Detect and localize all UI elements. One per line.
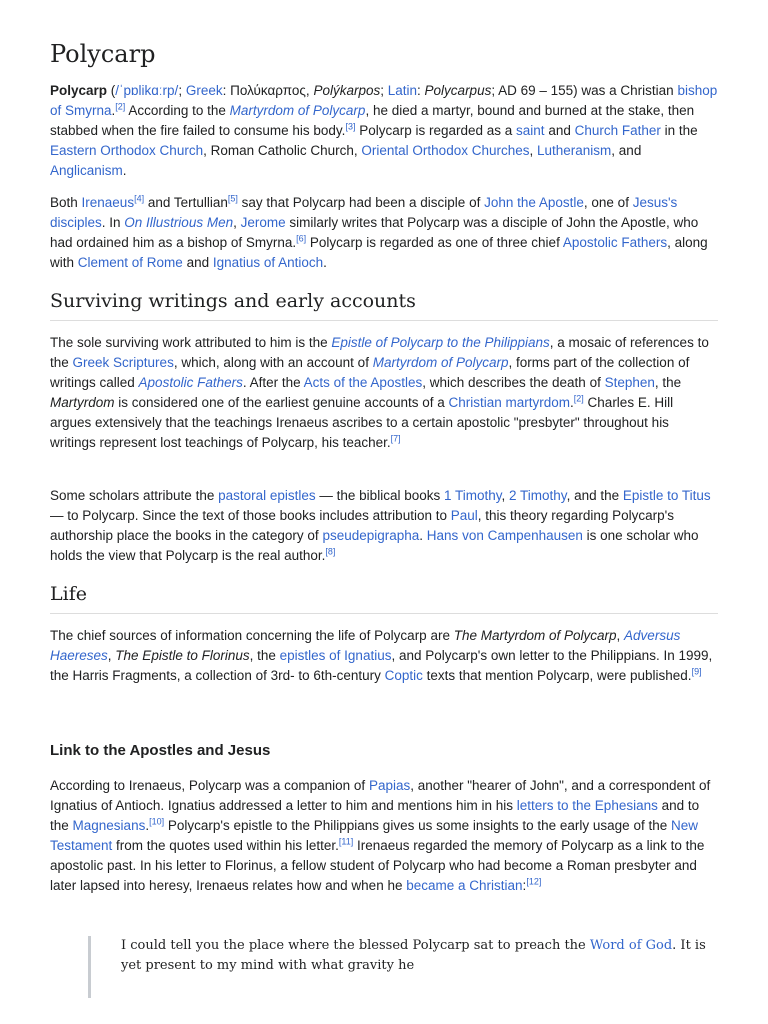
text-run: is one scholar who holds the view that Polycarp is the real author. <box>50 528 699 564</box>
intro-paragraph-1 <box>50 81 718 181</box>
citation-link[interactable]: [2] <box>573 393 584 404</box>
text-run: , which describes the death of <box>422 375 605 391</box>
text-run: , one of <box>583 195 633 210</box>
wiki-link[interactable]: saint <box>516 123 545 139</box>
text-run: — to Polycarp. Since the text of those books includes attribution to <box>50 508 451 524</box>
wiki-link[interactable]: Martyrdom of Polycarp <box>372 355 509 371</box>
text-run: , this theory regarding Polycarp's authorship place the books in the category of <box>50 508 674 544</box>
wiki-link[interactable]: On Illustrious Men <box>124 215 234 231</box>
text-run: , another "hearer of John", and a correspondent of Ignatius of Antioch. Ignatius addressed a letter to him and mentions him in his <box>50 778 711 814</box>
wiki-link[interactable]: epistles of Ignatius <box>279 648 392 664</box>
text-run: The sole surviving work attributed to him is the <box>50 335 332 350</box>
citation-link[interactable]: [6] <box>296 233 307 244</box>
citation-link[interactable]: [2] <box>115 101 126 112</box>
text-run: I could tell you the place where the blessed Polycarp sat to preach the <box>121 938 590 953</box>
wiki-link[interactable]: Ignatius of Antioch <box>212 255 324 271</box>
wiki-link[interactable]: letters to the Ephesians <box>516 798 658 814</box>
intro-paragraph-2 <box>50 193 718 273</box>
text-run: — the biblical books <box>315 488 444 503</box>
text-run: : <box>417 83 425 98</box>
text-run: . <box>122 163 127 179</box>
wiki-link[interactable]: Epistle of Polycarp to the Philippians <box>331 335 550 350</box>
text-run: , which, along with an account of <box>173 355 373 371</box>
text-run: , <box>233 215 241 231</box>
text-run: , the <box>654 375 682 391</box>
wiki-link[interactable]: Eastern Orthodox Church <box>50 143 204 159</box>
wiki-link[interactable]: pseudepigrapha <box>322 528 420 544</box>
wiki-link[interactable]: New Testament <box>50 818 698 854</box>
italic-title: The Martyrdom of Polycarp <box>453 628 617 643</box>
text-run: , Roman Catholic Church, <box>203 143 362 159</box>
text-run: ( <box>107 83 116 98</box>
wiki-link[interactable]: 2 Timothy <box>509 488 567 503</box>
text-run: : <box>522 878 527 894</box>
wiki-link[interactable]: Church Father <box>574 123 661 139</box>
text-run: . <box>145 818 150 834</box>
text-run: . After the <box>242 375 304 391</box>
text-run: ; <box>178 83 186 98</box>
irenaeus-quote <box>88 936 721 998</box>
wiki-link[interactable]: Lutheranism <box>537 143 612 159</box>
text-run: , along with <box>50 235 708 271</box>
wiki-link[interactable]: John the Apostle <box>484 195 584 210</box>
section-heading-life: Life <box>50 583 718 614</box>
citation-link[interactable]: [11] <box>338 836 354 847</box>
text-run: similarly writes that Polycarp was a disciple of John the Apostle, who had ordained him as a bishop of Smyrna. <box>50 215 699 251</box>
wiki-link[interactable]: Paul <box>450 508 478 524</box>
text-run: , the <box>249 648 280 664</box>
wiki-link[interactable]: Oriental Orthodox Churches <box>361 143 530 159</box>
text-run: , <box>616 628 625 643</box>
text-run: The chief sources of information concerning the life of Polycarp are <box>50 628 454 643</box>
text-run: and Tertullian <box>144 195 228 210</box>
wiki-link[interactable]: Clement of Rome <box>77 255 183 271</box>
text-run: Both <box>50 195 82 210</box>
text-run: , <box>107 648 116 664</box>
text-run: Some scholars attribute the <box>50 488 219 503</box>
surviving-paragraph-2 <box>50 486 718 566</box>
text-run: . In <box>101 215 125 231</box>
citation-link[interactable]: [8] <box>325 546 336 557</box>
text-run: , he died a martyr, bound and burned at the stake, then stabbed when the fire failed to consume his body. <box>50 103 695 139</box>
text-run: . <box>111 103 116 119</box>
text-run: , and Polycarp's own letter to the Philippians. In 1999, the Harris Fragments, a collection of 3rd- to 6th-century <box>50 648 713 684</box>
text-run: and <box>182 255 213 271</box>
text-run: , a mosaic of references to the <box>50 335 709 371</box>
text-run: is considered one of the earliest genuine accounts of a <box>114 395 449 411</box>
wiki-link[interactable]: Jerome <box>240 215 286 231</box>
wiki-link[interactable]: Word of God <box>589 938 673 953</box>
text-run: , forms part of the collection of writings called <box>50 355 690 391</box>
text-run: : Πολύκαρπος, <box>222 83 314 98</box>
wiki-link[interactable]: Greek <box>185 83 223 98</box>
text-run: and <box>544 123 575 139</box>
italic-title: The Epistle to Florinus <box>115 648 250 664</box>
text-run: and to the <box>50 798 700 834</box>
citation-link[interactable]: [7] <box>390 433 401 444</box>
text-run: Charles E. Hill argues extensively that the teachings Irenaeus ascribes to a certain apostolic "presbyter" throughout his writings represent lost teachings of Polycarp, his teacher. <box>50 395 674 451</box>
text-run: texts that mention Polycarp, were published. <box>422 668 692 684</box>
page-title: Polycarp <box>50 40 156 68</box>
citation-link[interactable]: [12] <box>526 876 542 887</box>
wiki-link[interactable]: Epistle to Titus <box>622 488 711 503</box>
section-heading-surviving: Surviving writings and early accounts <box>50 290 718 321</box>
italic-title: Polýkarpos <box>313 83 381 98</box>
wiki-link[interactable]: Acts of the Apostles <box>303 375 423 391</box>
text-run: ; <box>380 83 388 98</box>
wiki-link[interactable]: Apostolic Fathers <box>562 235 668 251</box>
wiki-link[interactable]: Anglicanism <box>50 163 123 179</box>
text-run: , <box>501 488 510 503</box>
text-run: from the quotes used within his letter. <box>112 838 339 854</box>
text-run: According to Irenaeus, Polycarp was a companion of <box>50 778 369 793</box>
wiki-link[interactable]: Greek Scriptures <box>72 355 174 371</box>
text-run: ; AD 69 – 155) was a Christian <box>491 83 678 98</box>
wiki-link[interactable]: Stephen <box>604 375 655 391</box>
wiki-link[interactable]: 1 Timothy <box>443 488 502 503</box>
citation-link[interactable]: [9] <box>691 666 702 677</box>
wiki-link[interactable]: Jesus's disciples <box>50 195 678 231</box>
wiki-link[interactable]: Martyrdom of Polycarp <box>229 103 366 119</box>
text-run: . It is yet present to my mind with what gravity he <box>121 938 706 973</box>
text-run: . <box>419 528 427 544</box>
text-run: , and <box>611 143 642 159</box>
italic-title: Martyrdom <box>50 395 115 411</box>
wiki-link[interactable]: pastoral epistles <box>218 488 316 503</box>
wiki-link[interactable]: Christian martyrdom <box>448 395 571 411</box>
text-run: , <box>529 143 537 159</box>
wiki-link[interactable]: became a Christian <box>406 878 523 894</box>
wiki-link[interactable]: Papias <box>368 778 411 793</box>
italic-title: Polycarpus <box>424 83 492 98</box>
wiki-link[interactable]: Coptic <box>384 668 423 684</box>
text-run: Polycarp is regarded as a <box>355 123 517 139</box>
citation-link[interactable]: [4] <box>134 193 145 204</box>
bold-term: Polycarp <box>50 83 108 98</box>
subsection-heading-link: Link to the Apostles and Jesus <box>50 742 271 759</box>
wiki-link[interactable]: Magnesians <box>72 818 146 834</box>
text-run: Polycarp is regarded as one of three chief <box>306 235 563 251</box>
text-run: . <box>323 255 327 271</box>
wiki-link[interactable]: Latin <box>387 83 418 98</box>
text-run: . <box>570 395 574 411</box>
text-run: Irenaeus regarded the memory of Polycarp as a link to the apostolic past. In his letter to Florinus, a fellow student of Polycarp who had become a Roman presbyter and later lapsed into heresy, Irenaeus relates how and when he <box>50 838 705 894</box>
citation-link[interactable]: [5] <box>227 193 238 204</box>
wiki-link[interactable]: /ˈpɒlikɑːrp/ <box>115 83 179 98</box>
text-run: say that Polycarp had been a disciple of <box>237 195 485 210</box>
wiki-link[interactable]: Hans von Campenhausen <box>426 528 583 544</box>
wiki-link[interactable]: bishop of Smyrna <box>50 83 718 119</box>
text-run: According to the <box>125 103 230 119</box>
wiki-link[interactable]: Apostolic Fathers <box>138 375 243 391</box>
wiki-link[interactable]: Irenaeus <box>81 195 135 210</box>
surviving-paragraph-1 <box>50 333 718 454</box>
citation-link[interactable]: [10] <box>149 816 165 827</box>
citation-link[interactable]: [3] <box>345 121 356 132</box>
link-paragraph-1 <box>50 776 718 897</box>
life-paragraph-1 <box>50 626 718 686</box>
text-run: in the <box>660 123 698 139</box>
text-run: , and the <box>566 488 623 503</box>
wiki-link[interactable]: Adversus Haereses <box>50 628 681 664</box>
text-run: Polycarp's epistle to the Philippians gives us some insights to the early usage of the <box>164 818 671 834</box>
